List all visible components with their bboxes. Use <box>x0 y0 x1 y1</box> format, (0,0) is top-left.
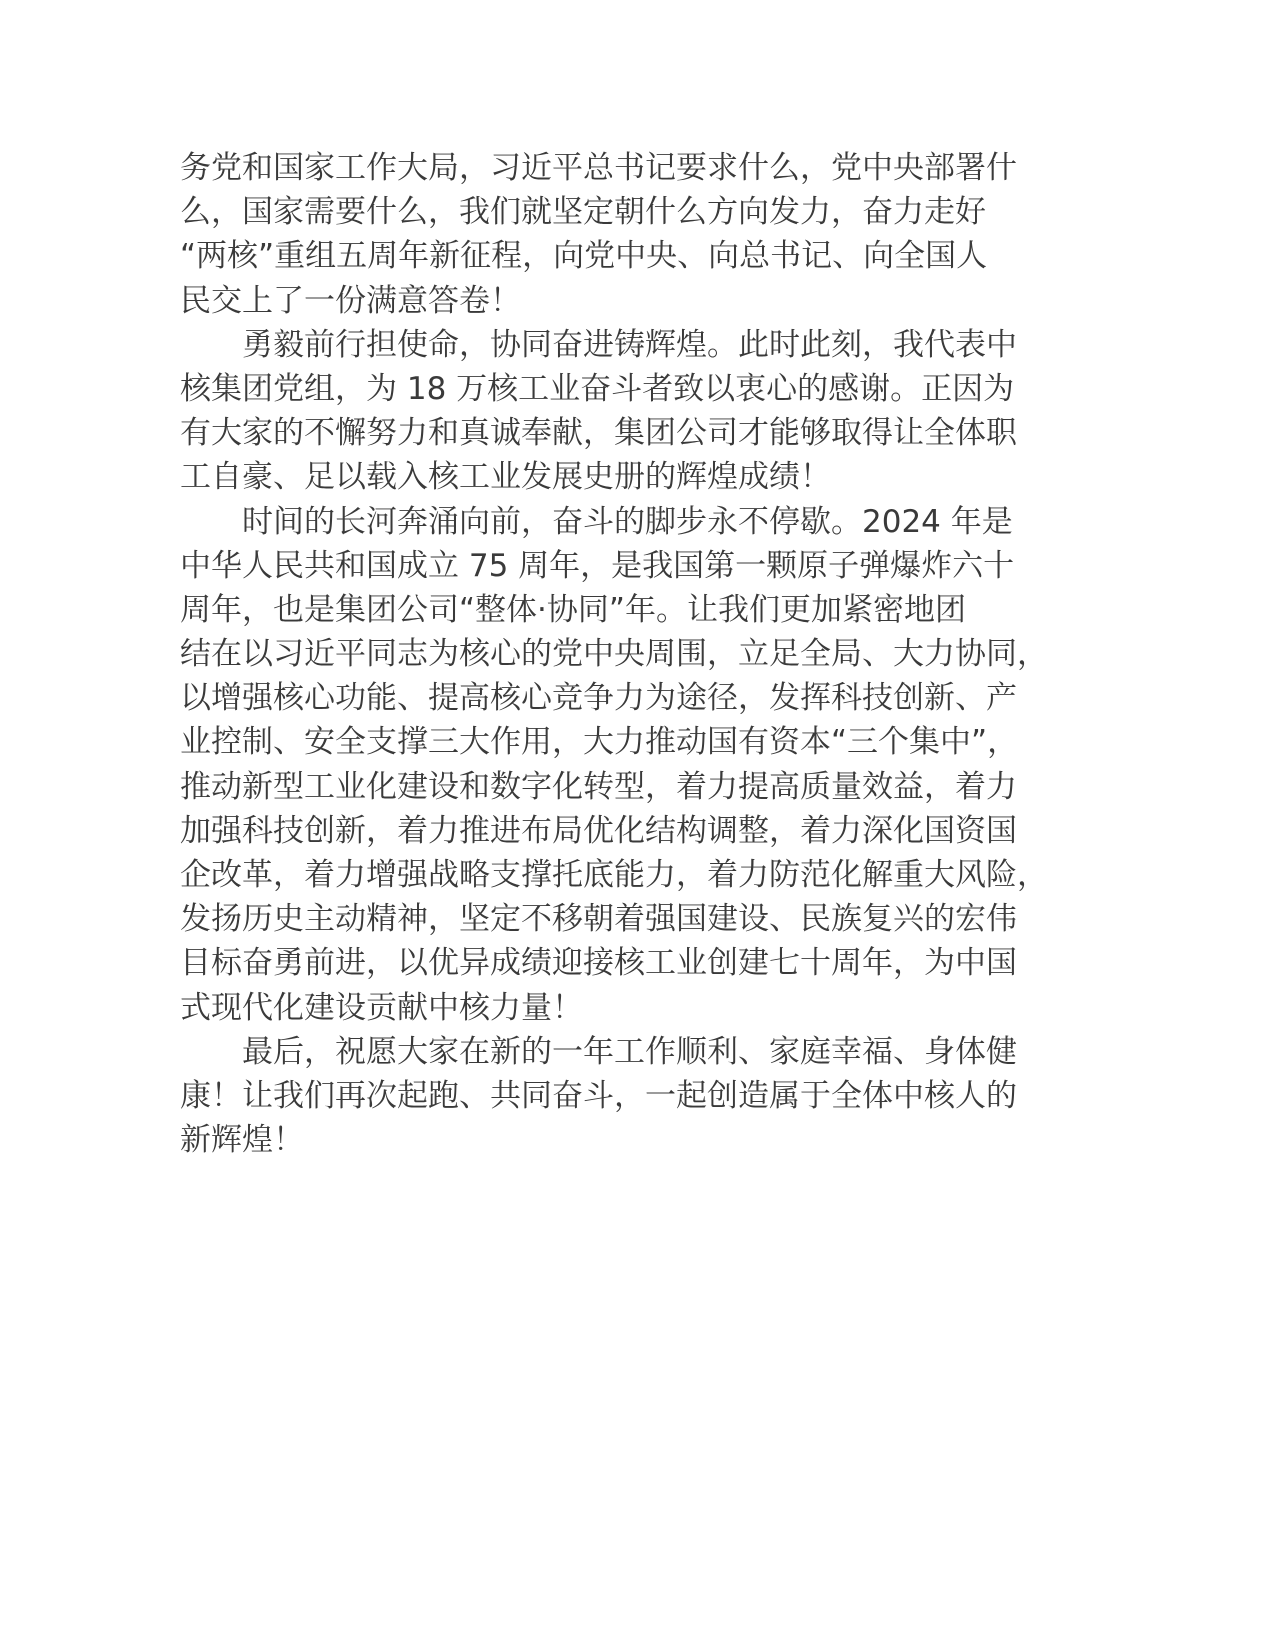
text-line: 结在以习近平同志为核心的党中央周围，立足全局、大力协同， <box>180 636 1048 673</box>
text-line: 核集团党组，为 18 万核工业奋斗者致以衷心的感谢。正因为 <box>180 370 1015 407</box>
text-line: 以增强核心功能、提高核心竞争力为途径，发挥科技创新、产 <box>180 680 1017 717</box>
text-line: 民交上了一份满意答卷！ <box>180 282 521 319</box>
text-line: 么，国家需要什么，我们就坚定朝什么方向发力，奋力走好 <box>180 194 986 231</box>
text-line: 工自豪、足以载入核工业发展史册的辉煌成绩！ <box>180 459 831 496</box>
text-line: 周年，也是集团公司“整体·协同”年。让我们更加紧密地团 <box>180 591 966 628</box>
text-line: 加强科技创新，着力推进布局优化结构调整，着力深化国资国 <box>180 812 1017 849</box>
text-line: 时间的长河奔涌向前，奋斗的脚步永不停歇。2024 年是 <box>180 503 1013 540</box>
text-line: 康！让我们再次起跑、共同奋斗，一起创造属于全体中核人的 <box>180 1077 1017 1114</box>
text-line: 业控制、安全支撑三大作用，大力推动国有资本“三个集中”， <box>180 724 1019 761</box>
text-line: 目标奋勇前进，以优异成绩迎接核工业创建七十周年，为中国 <box>180 945 1017 982</box>
text-line: 务党和国家工作大局，习近平总书记要求什么，党中央部署什 <box>180 150 1017 186</box>
text-line: 式现代化建设贡献中核力量！ <box>180 989 583 1026</box>
body-text <box>180 146 1080 1162</box>
text-line: 企改革，着力增强战略支撑托底能力，着力防范化解重大风险， <box>180 857 1048 893</box>
text-line: 推动新型工业化建设和数字化转型，着力提高质量效益，着力 <box>180 768 1017 805</box>
text-line: 新辉煌！ <box>180 1122 304 1159</box>
text-line: 有大家的不懈努力和真诚奉献，集团公司才能够取得让全体职 <box>180 415 1017 452</box>
text-line: 最后，祝愿大家在新的一年工作顺利、家庭幸福、身体健 <box>180 1033 1017 1070</box>
text-line: “两核”重组五周年新征程，向党中央、向总书记、向全国人 <box>180 238 988 275</box>
text-line: 中华人民共和国成立 75 周年，是我国第一颗原子弹爆炸六十 <box>180 547 1015 584</box>
text-line: 发扬历史主动精神，坚定不移朝着强国建设、民族复兴的宏伟 <box>180 901 1017 938</box>
text-line: 勇毅前行担使命，协同奋进铸辉煌。此时此刻，我代表中 <box>180 326 1017 363</box>
